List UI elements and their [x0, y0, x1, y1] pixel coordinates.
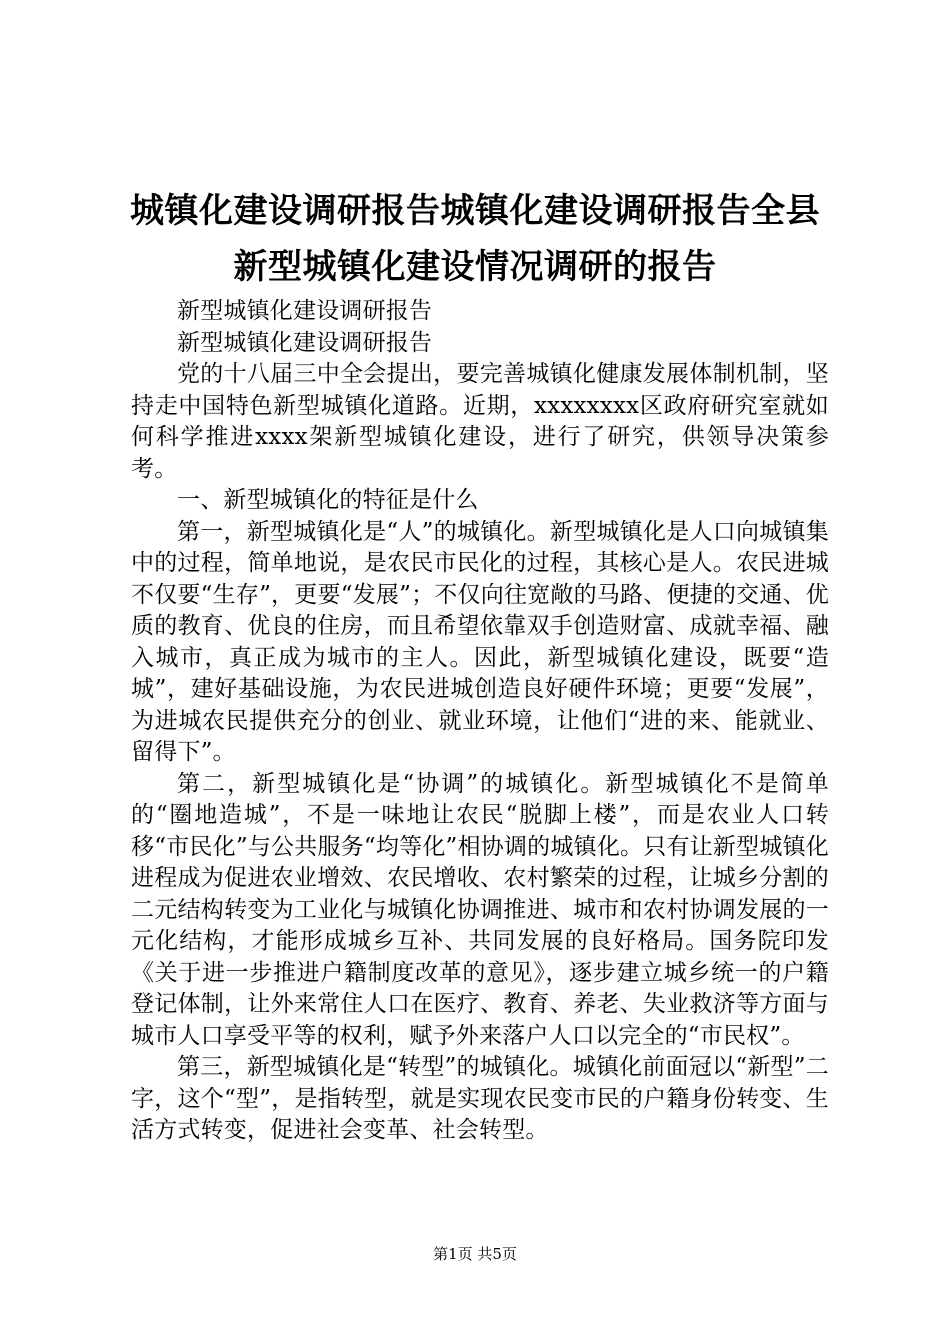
- subtitle-paragraph: 新型城镇化建设调研报告: [177, 329, 433, 356]
- title-line-1: 城镇化建设调研报告城镇化建设调研报告全县: [130, 191, 820, 231]
- title-line-2: 新型城镇化建设情况调研的报告: [233, 247, 717, 287]
- body-paragraph: 第三，新型城镇化是“转型”的城镇化。城镇化前面冠以“新型”二字，这个“型”，是指转型，就是实现农民变市民的户籍身份转变、生活方式转变，促进社会变革、社会转型。: [131, 1054, 829, 1143]
- intro-paragraph: 党的十八届三中全会提出，要完善城镇化健康发展体制机制，坚持走中国特色新型城镇化道路。近期，xxxxxxxx区政府研究室就如何科学推进xxxx架新型城镇化建设，进行了研究，供领导决策参考。: [131, 361, 829, 482]
- subtitle-paragraph: 新型城镇化建设调研报告: [177, 298, 433, 324]
- body-paragraph: 第二，新型城镇化是“协调”的城镇化。新型城镇化不是简单的“圈地造城”，不是一味地让农民“脱脚上楼”，而是农业人口转移“市民化”与公共服务“均等化”相协调的城镇化。只有让新型城镇化进程成为促进农业增效、农民增收、农村繁荣的过程，让城乡分割的二元结构转变为工业化与城镇化协调推进、城市和农村协调发展的一元化结构，才能形成城乡互补、共同发展的良好格局。国务院印发《关于进一步推进户籍制度改革的意见》，逐步建立城乡统一的户籍登记体制，让外来常住人口在医疗、教育、养老、失业救济等方面与城市人口享受平等的权利，赋予外来落户人口以完全的“市民权”。: [131, 770, 829, 1049]
- page-footer: 第1页 共5页: [433, 1245, 517, 1263]
- section-heading: 一、新型城镇化的特征是什么: [177, 487, 479, 513]
- body-paragraph: 第一，新型城镇化是“人”的城镇化。新型城镇化是人口向城镇集中的过程，简单地说，是农民市民化的过程，其核心是人。农民进城不仅要“生存”，更要“发展”；不仅向往宽敞的马路、便捷的交通、优质的教育、优良的住房，而且希望依靠双手创造财富、成就幸福、融入城市，真正成为城市的主人。因此，新型城镇化建设，既要“造城”，建好基础设施，为农民进城创造良好硬件环境；更要“发展”，为进城农民提供充分的创业、就业环境，让他们“进的来、能就业、留得下”。: [131, 518, 829, 765]
- document-title: [110, 183, 840, 295]
- document-body: [131, 296, 829, 1147]
